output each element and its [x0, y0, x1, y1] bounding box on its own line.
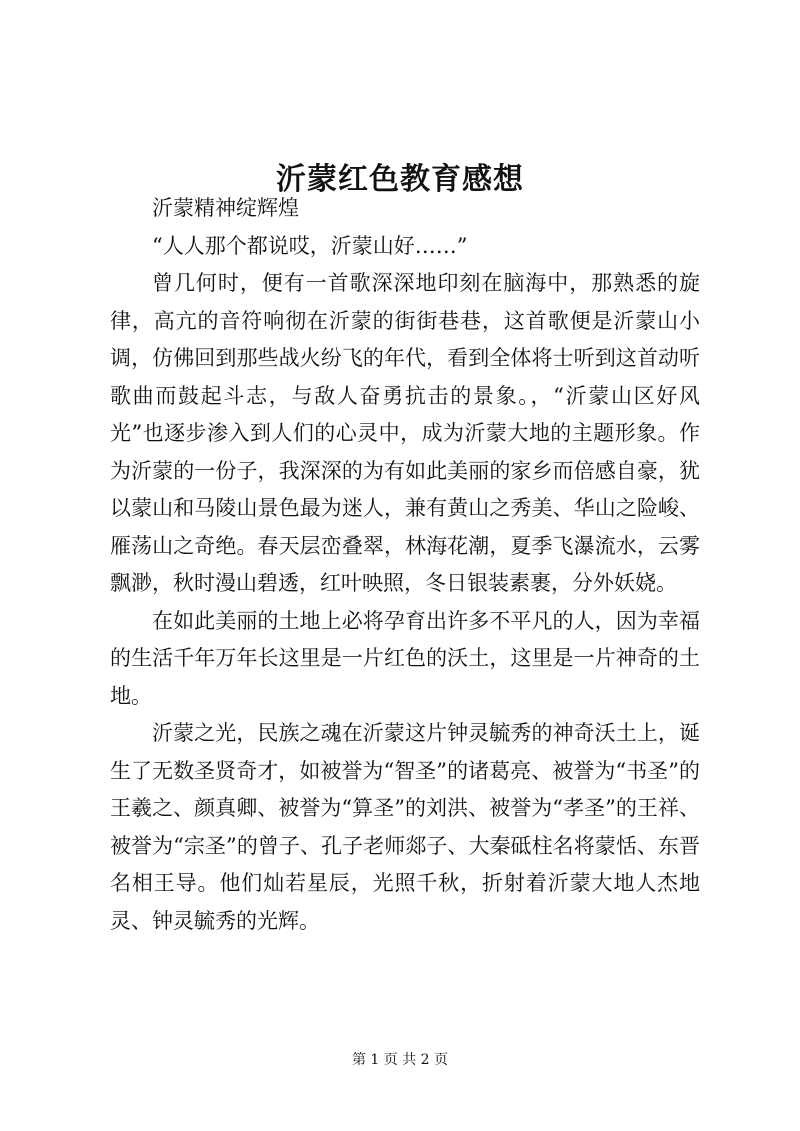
body-paragraph: 沂蒙之光，民族之魂在沂蒙这片钟灵毓秀的神奇沃土上，诞生了无数圣贤奇才，如被誉为“智圣”的诸葛亮、被誉为“书圣”的王羲之、颜真卿、被誉为“算圣”的刘洪、被誉为“孝圣”的王祥、被誉为“宗圣”的曾子、孔子老师郯子、大秦砥柱名将蒙恬、东晋名相王导。他们灿若星辰，光照千秋，折射着沂蒙大地人杰地灵、钟灵毓秀的光辉。 [110, 721, 700, 933]
page-title: 沂蒙红色教育感想 [276, 162, 524, 198]
body-paragraph: 在如此美丽的土地上必将孕育出许多不平凡的人，因为幸福的生活千年万年长这里是一片红色的沃土，这里是一片神奇的土地。 [110, 608, 700, 708]
document-body [110, 190, 700, 940]
quote-paragraph: “人人那个都说哎，沂蒙山好……” [152, 233, 468, 258]
body-paragraph: 曾几何时，便有一首歌深深地印刻在脑海中，那熟悉的旋律，高亢的音符响彻在沂蒙的街街巷巷，这首歌便是沂蒙山小调，仿佛回到那些战火纷飞的年代，看到全体将士听到这首动听歌曲而鼓起斗志，与敌人奋勇抗击的景象。，“沂蒙山区好风光”也逐步渗入到人们的心灵中，成为沂蒙大地的主题形象。作为沂蒙的一份子，我深深的为有如此美丽的家乡而倍感自豪，犹以蒙山和马陵山景色最为迷人，兼有黄山之秀美、华山之险峻、雁荡山之奇绝。春天层峦叠翠，林海花潮，夏季飞瀑流水，云雾飘渺，秋时漫山碧透，红叶映照，冬日银装素裹，分外妖娆。 [110, 271, 700, 595]
page-footer: 第 1 页 共 2 页 [351, 1052, 449, 1068]
subtitle-paragraph: 沂蒙精神绽辉煌 [152, 196, 299, 220]
